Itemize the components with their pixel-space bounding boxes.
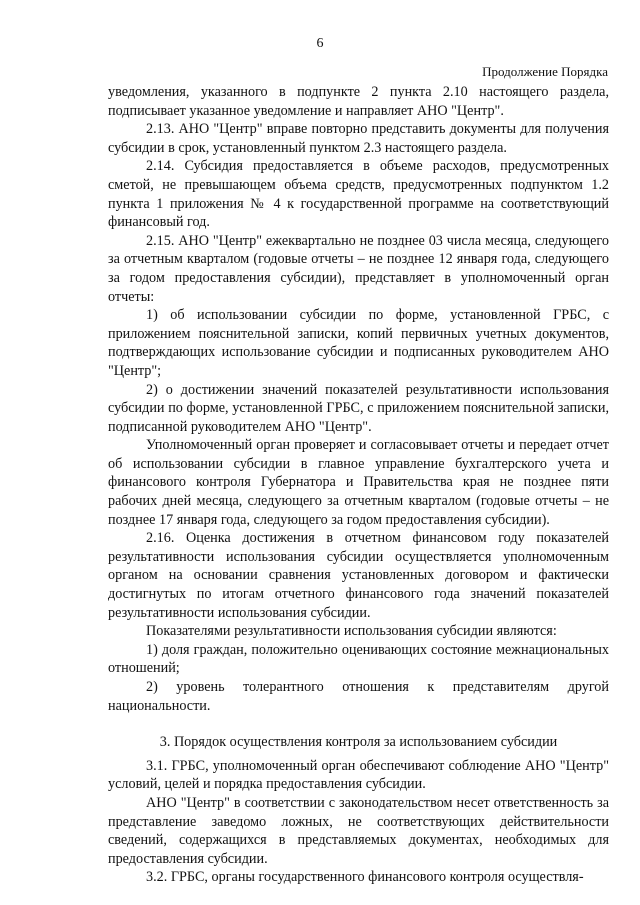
paragraph-indicator-1: 1) доля граждан, положительно оценивающих состояние межнациональных отношений; (108, 641, 609, 677)
paragraph-continuation: уведомления, указанного в подпункте 2 пункта 2.10 настоящего раздела, подписывает указанное уведомление и направляет АНО "Центр". (108, 84, 609, 119)
paragraph-2-15-item-2: 2) о достижении значений показателей результативности использования субсидии по форме, установленной ГРБС, с приложением пояснительной записки, подписанной руководителем АНО "Центр". (108, 381, 609, 435)
document-body (108, 83, 609, 887)
paragraph-2-16: 2.16. Оценка достижения в отчетном финансовом году показателей результативности использования субсидии осуществляется уполномоченным органом на основании сравнения установленных договором и фактически достигнутых по итогам отчетного финансового года значений показателей результативности использования субсидии. (108, 530, 609, 621)
paragraph-indicator-2: 2) уровень толерантного отношения к представителям другой национальности. (108, 679, 609, 714)
paragraph-2-14: 2.14. Субсидия предоставляется в объеме расходов, предусмотренных сметой, не превышающем объема средств, предусмотренных подпунктом 1.2 пункта 1 приложения № 4 к государственной программе на соответствующий финансовый год. (108, 158, 609, 231)
running-title: Продолжение Порядка (482, 64, 608, 79)
paragraph-2-15: 2.15. АНО "Центр" ежеквартально не позднее 03 числа месяца, следующего за отчетным кварталом (годовые отчеты – не позднее 12 января года, следующего за годом предоставления субсидии), представляет в уполномоченный орган отчеты: (108, 232, 609, 305)
paragraph-authorized-body: Уполномоченный орган проверяет и согласовывает отчеты и передает отчет об использовании субсидии в главное управление бухгалтерского учета и финансового контроля Губернатора и Правительства края не позднее пяти рабочих дней месяца, следующего за отчетным кварталом (годовые отчеты – не позднее 17 января года, следующего за годом предоставления субсидии). (108, 437, 609, 528)
section-3-heading: 3. Порядок осуществления контроля за использованием субсидии (159, 734, 558, 751)
paragraph-3-1: 3.1. ГРБС, уполномоченный орган обеспечивают соблюдение АНО "Центр" условий, целей и порядка предоставления субсидии. (108, 757, 609, 793)
paragraph-3-2: 3.2. ГРБС, органы государственного финансового контроля осуществля- (146, 869, 584, 886)
page-number: 6 (316, 36, 324, 51)
paragraph-2-13: 2.13. АНО "Центр" вправе повторно представить документы для получения субсидии в срок, установленный пунктом 2.3 настоящего раздела. (108, 121, 609, 156)
paragraph-responsibility: АНО "Центр" в соответствии с законодательством несет ответственность за представление заведомо ложных, не соответствующих действительности сведений, содержащихся в представляемых документах, необходимых для предоставления субсидии. (108, 794, 609, 867)
paragraph-2-15-item-1: 1) об использовании субсидии по форме, установленной ГРБС, с приложением пояснительной записки, копий первичных учетных документов, подтверждающих использование субсидии и подписанных руководителем АНО "Центр"; (108, 307, 609, 379)
paragraph-indicators-intro: Показателями результативности использования субсидии являются: (146, 623, 557, 640)
